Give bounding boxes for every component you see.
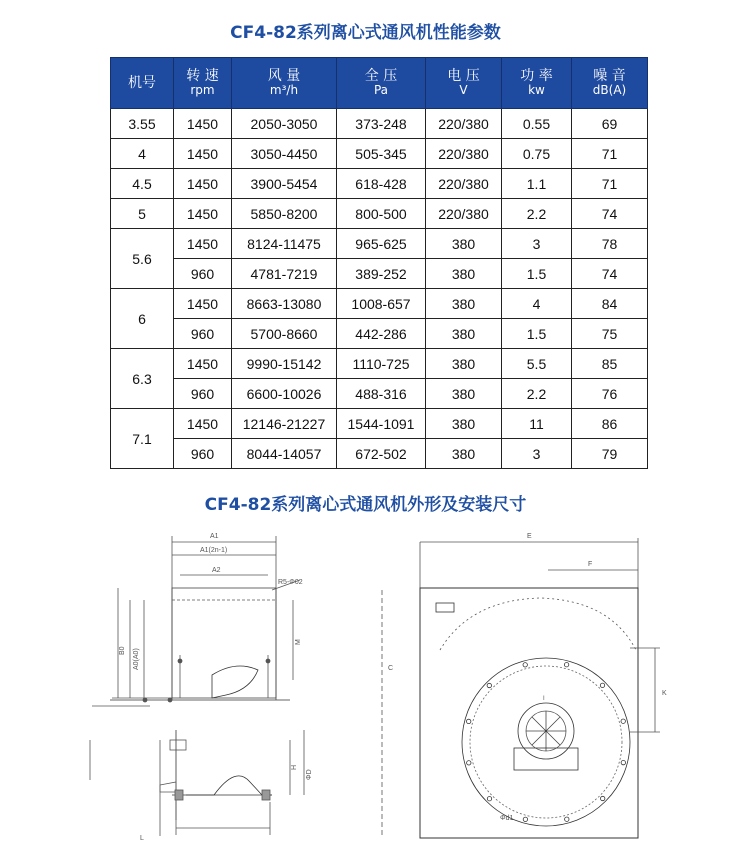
model-cell: 6 — [111, 289, 174, 349]
voltage-cell: 220/380 — [426, 139, 502, 169]
flow-cell: 5700-8660 — [232, 319, 337, 349]
dim-label: A0(A0) — [133, 648, 140, 670]
column-header-label: 噪 音 — [593, 68, 626, 84]
dim-label: Φd1 — [500, 815, 514, 822]
table-row — [111, 199, 648, 229]
bolt-hole — [601, 796, 605, 800]
rpm-cell: 1450 — [174, 349, 232, 379]
dim-label: E — [527, 533, 532, 540]
pressure-cell: 800-500 — [337, 199, 426, 229]
table-row — [111, 439, 648, 469]
rpm-cell: 1450 — [174, 229, 232, 259]
noise-cell: 86 — [572, 409, 648, 439]
model-cell: 7.1 — [111, 409, 174, 469]
dim-label: K — [662, 690, 667, 697]
table-row — [111, 259, 648, 289]
flow-cell: 12146-21227 — [232, 409, 337, 439]
bolt-hole — [564, 663, 568, 667]
table-row — [111, 409, 648, 439]
column-header-label: 功 率 — [520, 68, 553, 84]
dim-label: R5-Φ02 — [278, 579, 303, 586]
power-cell: 3 — [502, 439, 572, 469]
voltage-cell: 380 — [426, 289, 502, 319]
voltage-cell: 380 — [426, 439, 502, 469]
column-header-unit: dB(A) — [592, 83, 627, 97]
bolt-hole — [487, 797, 491, 801]
table-row — [111, 169, 648, 199]
table-row — [111, 229, 648, 259]
voltage-cell: 380 — [426, 259, 502, 289]
power-cell: 11 — [502, 409, 572, 439]
column-header — [111, 58, 174, 109]
flow-cell: 4781-7219 — [232, 259, 337, 289]
pressure-cell: 442-286 — [337, 319, 426, 349]
front-elevation-drawing — [382, 533, 667, 838]
bolt-hole — [487, 683, 491, 687]
table-row — [111, 379, 648, 409]
voltage-cell: 220/380 — [426, 109, 502, 139]
bolt-hole — [600, 683, 604, 687]
dim-label: L — [140, 835, 144, 842]
table-row — [111, 349, 648, 379]
rpm-cell: 1450 — [174, 139, 232, 169]
noise-cell: 85 — [572, 349, 648, 379]
column-header-label: 电 压 — [447, 68, 480, 84]
noise-cell: 76 — [572, 379, 648, 409]
dim-label: C — [388, 665, 394, 672]
voltage-cell: 220/380 — [426, 169, 502, 199]
dim-label: A1(2n-1) — [200, 547, 228, 554]
rpm-cell: 1450 — [174, 169, 232, 199]
table-header-row — [111, 58, 648, 109]
dim-label: ΦD — [306, 769, 313, 780]
pressure-cell: 1110-725 — [337, 349, 426, 379]
column-header — [426, 58, 502, 109]
column-header — [174, 58, 232, 109]
page-title: CF4-82系列离心式通风机性能参数 — [230, 23, 501, 43]
power-cell: 1.5 — [502, 259, 572, 289]
flow-cell: 8044-14057 — [232, 439, 337, 469]
power-cell: 3 — [502, 229, 572, 259]
noise-cell: 75 — [572, 319, 648, 349]
bolt-hole — [621, 719, 625, 723]
noise-cell: 74 — [572, 259, 648, 289]
bolt-hole — [467, 719, 471, 723]
dim-label: I — [543, 696, 545, 702]
table-row — [111, 319, 648, 349]
model-cell: 5 — [111, 199, 174, 229]
voltage-cell: 380 — [426, 349, 502, 379]
column-header-unit: V — [459, 83, 468, 97]
noise-cell: 79 — [572, 439, 648, 469]
flow-cell: 5850-8200 — [232, 199, 337, 229]
dim-label: F — [588, 561, 593, 568]
model-cell: 4.5 — [111, 169, 174, 199]
column-header — [502, 58, 572, 109]
noise-cell: 84 — [572, 289, 648, 319]
flow-cell: 8124-11475 — [232, 229, 337, 259]
rpm-cell: 960 — [174, 319, 232, 349]
pressure-cell: 505-345 — [337, 139, 426, 169]
power-cell: 4 — [502, 289, 572, 319]
rpm-cell: 960 — [174, 259, 232, 289]
column-header-unit: kw — [528, 83, 545, 97]
voltage-cell: 380 — [426, 319, 502, 349]
column-header-unit: rpm — [190, 83, 215, 97]
power-cell: 5.5 — [502, 349, 572, 379]
column-header-label: 机号 — [128, 75, 156, 91]
bolt-hole — [523, 663, 527, 667]
pressure-cell: 488-316 — [337, 379, 426, 409]
rpm-cell: 1450 — [174, 199, 232, 229]
flow-cell: 9990-15142 — [232, 349, 337, 379]
noise-cell: 71 — [572, 169, 648, 199]
power-cell: 2.2 — [502, 379, 572, 409]
dim-label: A1 — [210, 533, 219, 540]
rpm-cell: 1450 — [174, 109, 232, 139]
rpm-cell: 960 — [174, 379, 232, 409]
dim-label: A2 — [212, 567, 221, 574]
column-header — [232, 58, 337, 109]
voltage-cell: 380 — [426, 229, 502, 259]
column-header-label: 全 压 — [364, 68, 398, 84]
model-cell: 5.6 — [111, 229, 174, 289]
table-row — [111, 109, 648, 139]
power-cell: 1.1 — [502, 169, 572, 199]
dim-label: M — [295, 639, 302, 645]
bolt-hole — [523, 817, 527, 821]
rpm-cell: 1450 — [174, 409, 232, 439]
power-cell: 0.75 — [502, 139, 572, 169]
voltage-cell: 380 — [426, 409, 502, 439]
power-cell: 1.5 — [502, 319, 572, 349]
dim-label: H — [291, 764, 298, 770]
column-header-label: 风 量 — [267, 68, 301, 84]
model-cell: 4 — [111, 139, 174, 169]
pressure-cell: 672-502 — [337, 439, 426, 469]
flow-cell: 8663-13080 — [232, 289, 337, 319]
noise-cell: 69 — [572, 109, 648, 139]
pressure-cell: 618-428 — [337, 169, 426, 199]
column-header — [337, 58, 426, 109]
power-cell: 0.55 — [502, 109, 572, 139]
noise-cell: 78 — [572, 229, 648, 259]
pressure-cell: 373-248 — [337, 109, 426, 139]
table-body — [111, 109, 648, 469]
flow-cell: 3050-4450 — [232, 139, 337, 169]
model-cell: 6.3 — [111, 349, 174, 409]
section-title: CF4-82系列离心式通风机外形及安装尺寸 — [204, 495, 527, 515]
pressure-cell: 389-252 — [337, 259, 426, 289]
performance-table — [110, 57, 648, 469]
bolt-hole — [467, 761, 471, 765]
installation-drawings — [0, 520, 731, 846]
column-header-unit: m³/h — [269, 83, 299, 97]
rpm-cell: 1450 — [174, 289, 232, 319]
flow-cell: 6600-10026 — [232, 379, 337, 409]
bottom-detail-drawing — [90, 730, 313, 842]
table-row — [111, 139, 648, 169]
noise-cell: 74 — [572, 199, 648, 229]
bolt-hole — [565, 817, 569, 821]
rpm-cell: 960 — [174, 439, 232, 469]
noise-cell: 71 — [572, 139, 648, 169]
flow-cell: 3900-5454 — [232, 169, 337, 199]
power-cell: 2.2 — [502, 199, 572, 229]
model-cell: 3.55 — [111, 109, 174, 139]
pressure-cell: 1008-657 — [337, 289, 426, 319]
voltage-cell: 380 — [426, 379, 502, 409]
voltage-cell: 220/380 — [426, 199, 502, 229]
side-elevation-drawing — [92, 533, 303, 706]
pressure-cell: 1544-1091 — [337, 409, 426, 439]
pressure-cell: 965-625 — [337, 229, 426, 259]
column-header-label: 转 速 — [186, 68, 219, 84]
flow-cell: 2050-3050 — [232, 109, 337, 139]
column-header — [572, 58, 648, 109]
dim-label: B0 — [119, 646, 126, 655]
column-header-unit: Pa — [373, 83, 389, 97]
bolt-hole — [621, 760, 625, 764]
table-row — [111, 289, 648, 319]
